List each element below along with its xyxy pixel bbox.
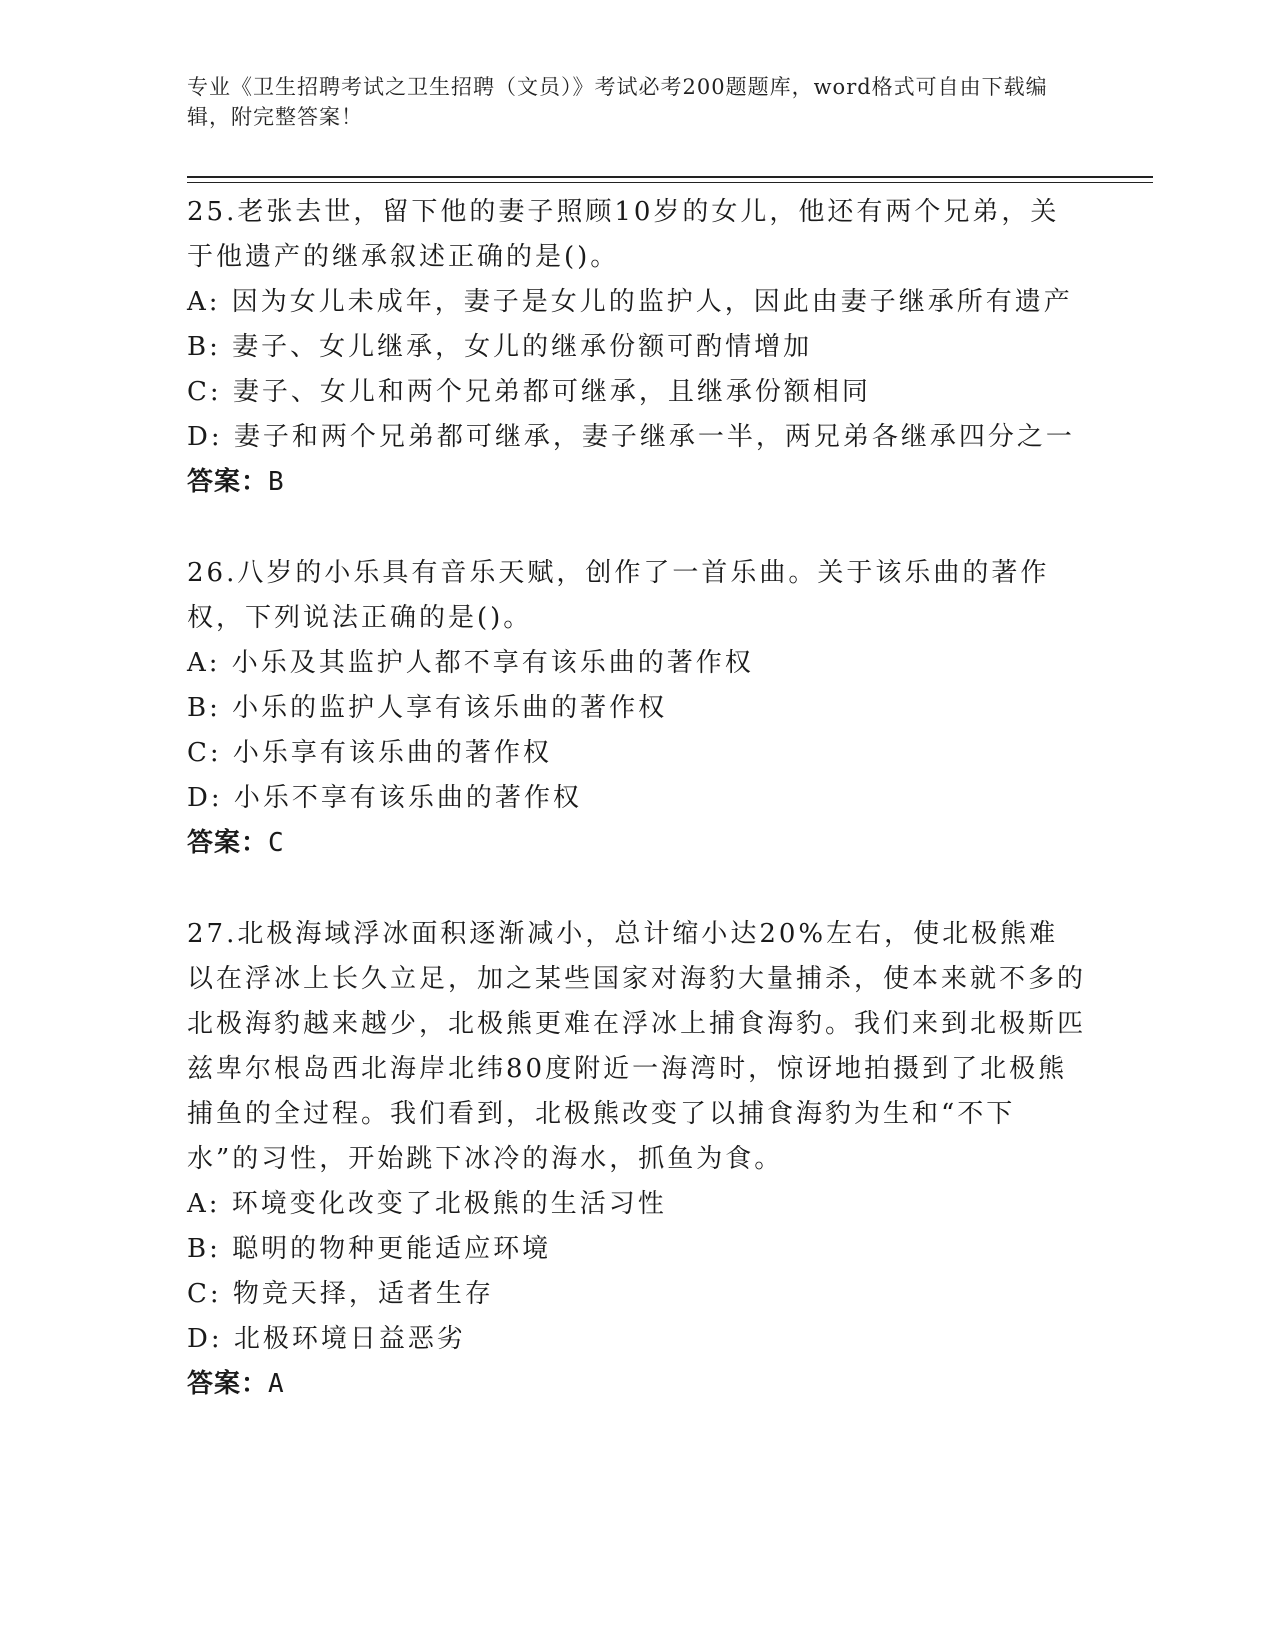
option-d: D: 妻子和两个兄弟都可继承，妻子继承一半，两兄弟各继承四分之一 (187, 422, 1075, 452)
option-c: C: 小乐享有该乐曲的著作权 (187, 738, 552, 768)
option-c: C: 物竞天择，适者生存 (187, 1279, 494, 1309)
question-stem: 26.八岁的小乐具有音乐天赋，创作了一首乐曲。关于该乐曲的著作权，下列说法正确的是()。 (187, 558, 1050, 633)
answer-line (187, 821, 1087, 866)
answer-line (187, 1362, 1087, 1407)
option-d: D: 小乐不享有该乐曲的著作权 (187, 783, 582, 813)
answer-label: 答案： (187, 828, 269, 858)
answer-line (187, 460, 1087, 505)
question-stem: 25.老张去世，留下他的妻子照顾10岁的女儿，他还有两个兄弟，关于他遗产的继承叙述正确的是()。 (187, 197, 1060, 272)
option-a: A: 因为女儿未成年，妻子是女儿的监护人，因此由妻子继承所有遗产 (187, 287, 1073, 317)
answer-value: A (268, 1369, 285, 1399)
option-c: C: 妻子、女儿和两个兄弟都可继承，且继承份额相同 (187, 377, 871, 407)
option-d: D: 北极环境日益恶劣 (187, 1324, 466, 1354)
answer-value: C (268, 828, 285, 858)
header-rule-thin (187, 182, 1153, 183)
question-stem: 27.北极海域浮冰面积逐渐减小，总计缩小达20%左右，使北极熊难以在浮冰上长久立足，加之某些国家对海豹大量捕杀，使本来就不多的北极海豹越来越少，北极熊更难在浮冰上捕食海豹。我们来到北极斯匹兹卑尔根岛西北海岸北纬80度附近一海湾时，惊讶地拍摄到了北极熊捕鱼的全过程。我们看到，北极熊改变了以捕食海豹为生和“不下水”的习性，开始跳下冰冷的海水，抓鱼为食。 (187, 919, 1087, 1174)
question-25 (187, 190, 1087, 505)
answer-label: 答案： (187, 1369, 269, 1399)
header-rule-thick (187, 176, 1153, 178)
option-b: B: 小乐的监护人享有该乐曲的著作权 (187, 693, 668, 723)
option-b: B: 妻子、女儿继承，女儿的继承份额可酌情增加 (187, 332, 813, 362)
document-header: 专业《卫生招聘考试之卫生招聘（文员）》考试必考200题题库，word格式可自由下载编辑，附完整答案！ (187, 75, 1048, 129)
answer-value: B (268, 467, 285, 497)
option-a: A: 环境变化改变了北极熊的生活习性 (187, 1189, 667, 1219)
question-27 (187, 912, 1087, 1407)
question-list (187, 190, 1087, 1453)
answer-label: 答案： (187, 467, 269, 497)
option-b: B: 聪明的物种更能适应环境 (187, 1234, 552, 1264)
question-26 (187, 551, 1087, 866)
option-a: A: 小乐及其监护人都不享有该乐曲的著作权 (187, 648, 754, 678)
